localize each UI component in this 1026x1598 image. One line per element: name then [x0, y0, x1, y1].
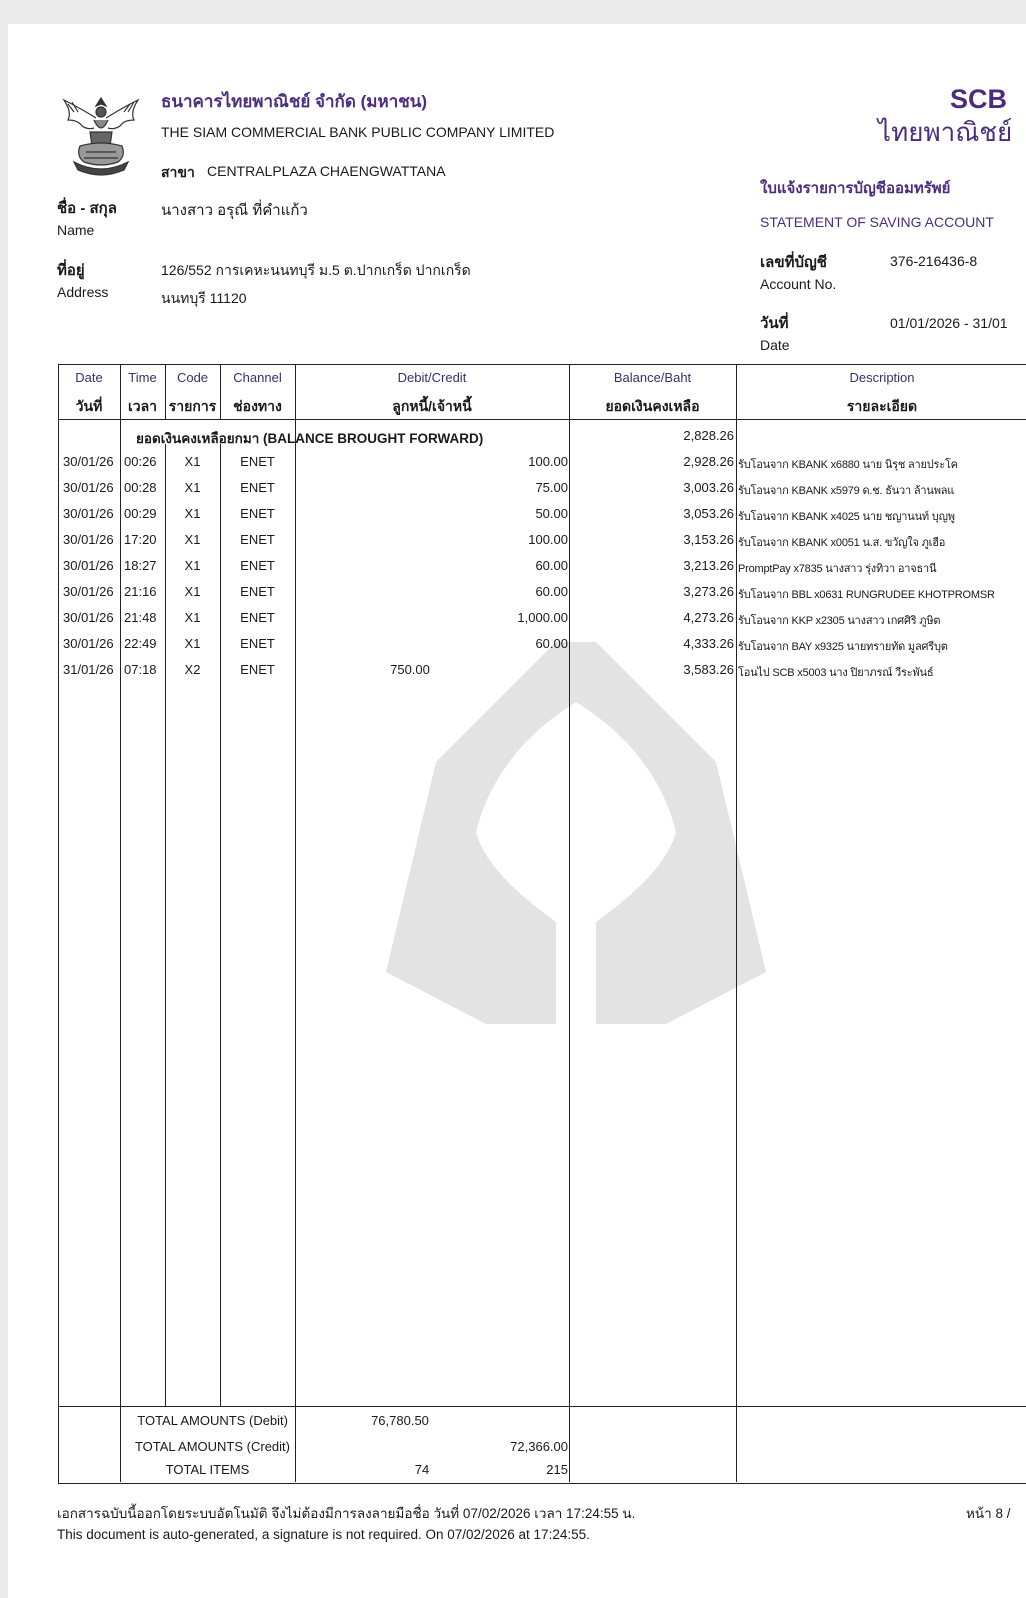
row-date: 30/01/26	[63, 636, 114, 651]
row-description: รับโอนจาก KBANK x4025 นาย ชญานนท์ บุญพู	[738, 511, 955, 523]
row-description: รับโอนจาก KBANK x0051 น.ส. ขวัญใจ ภูเฮือ	[738, 537, 946, 549]
row-balance: 3,213.26	[683, 558, 734, 573]
row-balance: 3,003.26	[683, 480, 734, 495]
row-balance: 3,053.26	[683, 506, 734, 521]
brought-forward-balance: 2,828.26	[683, 428, 734, 443]
date-label-english: Date	[760, 337, 790, 353]
row-credit: 100.00	[528, 454, 568, 469]
scb-logo-text: SCB	[950, 84, 1008, 114]
row-date: 30/01/26	[63, 506, 114, 521]
row-time: 21:16	[124, 584, 157, 599]
row-date: 30/01/26	[63, 558, 114, 573]
brought-forward-label: ยอดเงินคงเหลือยกมา (BALANCE BROUGHT FORWARD)	[136, 431, 484, 446]
row-description: รับโอนจาก BBL x0631 RUNGRUDEE KHOTPROMSR	[738, 589, 995, 601]
row-code: X1	[184, 584, 201, 599]
account-label-thai: เลขที่บัญชี	[760, 254, 827, 271]
row-channel: ENET	[240, 558, 275, 573]
name-label-thai: ชื่อ - สกุล	[57, 200, 117, 217]
total-credit-value: 72,366.00	[510, 1439, 568, 1454]
bank-name-thai: ธนาคารไทยพาณิชย์ จำกัด (มหาชน)	[161, 92, 428, 111]
row-time: 22:49	[124, 636, 157, 651]
row-channel: ENET	[240, 662, 275, 677]
header-debit-credit-en: Debit/Credit	[397, 370, 467, 385]
total-credit-label: TOTAL AMOUNTS (Credit)	[134, 1439, 290, 1454]
header-channel-th: ช่องทาง	[233, 398, 282, 414]
date-label-thai: วันที่	[760, 315, 789, 332]
row-time: 00:26	[124, 454, 157, 469]
row-description: รับโอนจาก KBANK x6880 นาย นิรุช ลายประโค	[738, 459, 958, 471]
row-time: 00:28	[124, 480, 157, 495]
header-description-en: Description	[849, 370, 915, 385]
footer-notice-thai: เอกสารฉบับนี้ออกโดยระบบอัตโนมัติ จึงไม่ต้องมีการลงลายมือชื่อ วันที่ 07/02/2026 เวลา 17:24:55 น.	[57, 1506, 636, 1521]
address-label-english: Address	[57, 284, 109, 300]
scb-logo-thai: ไทยพาณิชย์	[878, 117, 1013, 147]
account-number: 376-216436-8	[890, 253, 978, 269]
garuda-emblem-icon	[60, 90, 142, 178]
row-description: รับโอนจาก BAY x9325 นายทรายทัด มูลศรีบุต	[738, 641, 948, 653]
name-label-english: Name	[57, 222, 95, 238]
row-balance: 4,273.26	[683, 610, 734, 625]
header-description-th: รายละเอียด	[846, 398, 918, 414]
row-credit: 60.00	[535, 558, 568, 573]
branch-label: สาขา	[161, 164, 195, 180]
row-date: 30/01/26	[63, 532, 114, 547]
col-divider	[120, 364, 121, 1482]
bank-name-english: THE SIAM COMMERCIAL BANK PUBLIC COMPANY LIMITED	[161, 124, 555, 140]
row-credit: 100.00	[528, 532, 568, 547]
total-debit-label: TOTAL AMOUNTS (Debit)	[137, 1413, 288, 1428]
header-divider	[58, 419, 1026, 420]
row-balance: 3,153.26	[683, 532, 734, 547]
col-divider	[295, 364, 296, 1482]
row-credit: 1,000.00	[517, 610, 568, 625]
header-channel-en: Channel	[233, 370, 282, 385]
statement-title-thai: ใบแจ้งรายการบัญชีออมทรัพย์	[760, 180, 951, 197]
row-balance: 2,928.26	[683, 454, 734, 469]
header-debit-credit-th: ลูกหนี้/เจ้าหนี้	[392, 398, 472, 414]
row-code: X1	[184, 480, 201, 495]
row-description: รับโอนจาก KBANK x5979 ด.ช. ธันวา ล้านพลแ	[738, 485, 955, 497]
row-description: PromptPay x7835 นางสาว รุ่งทิวา อาจธานี	[738, 563, 937, 575]
row-balance: 3,273.26	[683, 584, 734, 599]
statement-date-range: 01/01/2026 - 31/01	[890, 315, 1008, 331]
row-balance: 3,583.26	[683, 662, 734, 677]
row-time: 17:20	[124, 532, 157, 547]
page-number: หน้า 8 /	[966, 1506, 1011, 1521]
row-description: โอนไป SCB x5003 นาง ปิยาภรณ์ วีระพันธ์	[738, 667, 934, 679]
footer-notice-english: This document is auto-generated, a signature is not required. On 07/02/2026 at 17:24:55.	[57, 1527, 590, 1542]
row-code: X1	[184, 636, 201, 651]
row-date: 30/01/26	[63, 610, 114, 625]
row-credit: 75.00	[535, 480, 568, 495]
row-channel: ENET	[240, 584, 275, 599]
header-balance-th: ยอดเงินคงเหลือ	[605, 398, 700, 414]
row-code: X2	[184, 662, 201, 677]
header-date-en: Date	[75, 370, 103, 385]
row-time: 21:48	[124, 610, 157, 625]
account-label-english: Account No.	[760, 276, 837, 292]
header-time-en: Time	[128, 370, 157, 385]
row-credit: 50.00	[535, 506, 568, 521]
col-divider	[736, 364, 737, 1482]
row-description: รับโอนจาก KKP x2305 นางสาว เกศศิริ ภูษิต	[738, 615, 941, 627]
total-items-label: TOTAL ITEMS	[165, 1462, 250, 1477]
total-items-credit: 215	[546, 1462, 568, 1477]
row-balance: 4,333.26	[683, 636, 734, 651]
row-date: 30/01/26	[63, 584, 114, 599]
header-time-th: เวลา	[127, 398, 158, 414]
row-code: X1	[184, 558, 201, 573]
row-time: 00:29	[124, 506, 157, 521]
row-date: 30/01/26	[63, 480, 114, 495]
row-code: X1	[184, 506, 201, 521]
row-code: X1	[184, 610, 201, 625]
row-credit: 60.00	[535, 636, 568, 651]
header-code-th: รายการ	[168, 398, 217, 414]
statement-page	[8, 24, 1026, 1598]
totals-divider	[58, 1406, 1026, 1407]
row-channel: ENET	[240, 454, 275, 469]
row-time: 18:27	[124, 558, 157, 573]
row-channel: ENET	[240, 610, 275, 625]
header-code-en: Code	[176, 370, 209, 385]
row-date: 30/01/26	[63, 454, 114, 469]
address-line-2: นนทบุรี 11120	[161, 290, 247, 306]
row-channel: ENET	[240, 480, 275, 495]
row-channel: ENET	[240, 506, 275, 521]
header-date-th: วันที่	[75, 398, 103, 414]
customer-name: นางสาว อรุณี ที่คำแก้ว	[161, 202, 308, 219]
row-time: 07:18	[124, 662, 157, 677]
row-credit: 60.00	[535, 584, 568, 599]
row-date: 31/01/26	[63, 662, 114, 677]
statement-title-english: STATEMENT OF SAVING ACCOUNT	[760, 214, 994, 230]
row-code: X1	[184, 454, 201, 469]
row-debit: 750.00	[390, 662, 430, 677]
total-debit-value: 76,780.50	[371, 1413, 429, 1428]
row-channel: ENET	[240, 636, 275, 651]
branch-name: CENTRALPLAZA CHAENGWATTANA	[207, 163, 446, 179]
header-balance-en: Balance/Baht	[613, 370, 692, 385]
row-channel: ENET	[240, 532, 275, 547]
row-code: X1	[184, 532, 201, 547]
total-items-debit: 74	[414, 1462, 430, 1477]
address-label-thai: ที่อยู่	[57, 262, 85, 279]
address-line-1: 126/552 การเคหะนนทบุรี ม.5 ต.ปากเกร็ด ปากเกร็ด	[161, 262, 471, 278]
